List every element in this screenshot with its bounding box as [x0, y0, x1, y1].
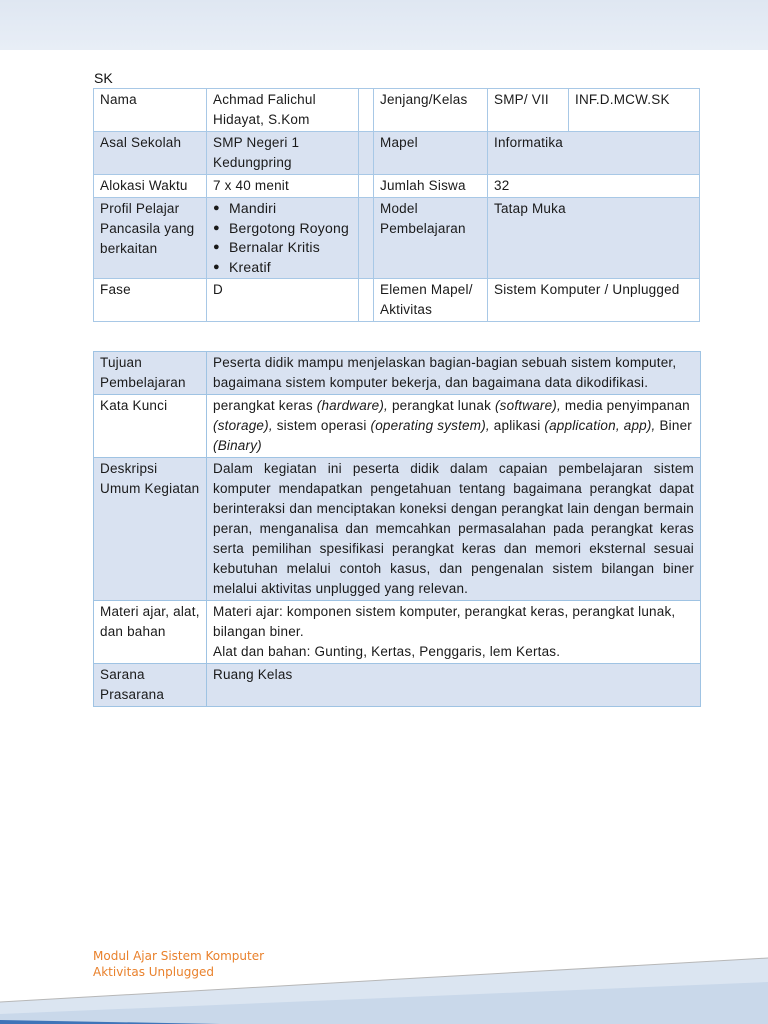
value-elemen-mapel: Sistem Komputer / Unplugged	[488, 279, 700, 322]
value-deskripsi-umum: Dalam kegiatan ini peserta didik dalam capaian pembelajaran sistem komputer mendapatkan pengetahuan tentang bagaimana perangkat dapat berinteraksi dan menciptakan koneksi dengan perangkat lain dengan bermain peran, menganalisa dan memcahkan permasalahan pada perangkat keras serta pemilihan spesifikasi perangkat keras dan memori eksternal sesuai kebutuhan melalui contoh kasus, dan pengenalan sistem bilangan biner melalui aktivitas unplugged yang relevan.	[207, 458, 701, 601]
value-materi-ajar: Materi ajar: komponen sistem komputer, perangkat keras, perangkat lunak, bilangan biner. Alat dan bahan: Gunting, Kertas, Penggaris, lem Kertas.	[207, 601, 701, 664]
label-jenjang-kelas: Jenjang/Kelas	[374, 89, 488, 132]
table-row	[94, 664, 701, 707]
spacer-cell	[359, 279, 374, 322]
footer-subtitle: Aktivitas Unplugged	[93, 965, 214, 979]
label-jumlah-siswa: Jumlah Siswa	[374, 175, 488, 198]
label-deskripsi-umum: Deskripsi Umum Kegiatan	[94, 458, 207, 601]
table-row	[94, 352, 701, 395]
spacer-cell	[359, 198, 374, 279]
value-alokasi-waktu: 7 x 40 menit	[207, 175, 359, 198]
label-fase: Fase	[94, 279, 207, 322]
label-alokasi-waktu: Alokasi Waktu	[94, 175, 207, 198]
detail-table	[93, 351, 701, 707]
value-profil-pelajar	[207, 198, 359, 279]
value-kode: INF.D.MCW.SK	[569, 89, 700, 132]
label-mapel: Mapel	[374, 132, 488, 175]
header-band	[0, 0, 768, 50]
profil-bullet-list	[213, 199, 352, 277]
value-kata-kunci: perangkat keras (hardware), perangkat lunak (software), media penyimpanan (storage), sistem operasi (operating system), aplikasi (application, app), Biner (Binary)	[207, 395, 701, 458]
value-fase: D	[207, 279, 359, 322]
table-row	[94, 175, 700, 198]
list-item: ● Bergotong Royong	[213, 219, 352, 239]
spacer-cell	[359, 175, 374, 198]
label-tujuan-pembelajaran: Tujuan Pembelajaran	[94, 352, 207, 395]
label-kata-kunci: Kata Kunci	[94, 395, 207, 458]
table-row	[94, 279, 700, 322]
value-asal-sekolah: SMP Negeri 1 Kedungpring	[207, 132, 359, 175]
value-model-pembelajaran: Tatap Muka	[488, 198, 700, 279]
label-asal-sekolah: Asal Sekolah	[94, 132, 207, 175]
table-row	[94, 601, 701, 664]
label-sarana-prasarana: Sarana Prasarana	[94, 664, 207, 707]
table-row	[94, 89, 700, 132]
list-item: ● Bernalar Kritis	[213, 238, 352, 258]
value-nama: Achmad Falichul Hidayat, S.Kom	[207, 89, 359, 132]
identity-table	[93, 88, 700, 322]
table-row	[94, 132, 700, 175]
document-code: SK	[94, 70, 113, 86]
footer-title: Modul Ajar Sistem Komputer	[93, 949, 265, 963]
label-profil-pelajar: Profil Pelajar Pancasila yang berkaitan	[94, 198, 207, 279]
list-item: ● Mandiri	[213, 199, 352, 219]
label-materi-ajar: Materi ajar, alat, dan bahan	[94, 601, 207, 664]
spacer-cell	[359, 89, 374, 132]
label-elemen-mapel: Elemen Mapel/ Aktivitas	[374, 279, 488, 322]
table-row	[94, 395, 701, 458]
value-sarana-prasarana: Ruang Kelas	[207, 664, 701, 707]
value-jumlah-siswa: 32	[488, 175, 700, 198]
label-nama: Nama	[94, 89, 207, 132]
table-row	[94, 458, 701, 601]
value-mapel: Informatika	[488, 132, 700, 175]
spacer-cell	[359, 132, 374, 175]
label-model-pembelajaran: Model Pembelajaran	[374, 198, 488, 279]
table-row	[94, 198, 700, 279]
list-item: ● Kreatif	[213, 258, 352, 278]
value-tujuan-pembelajaran: Peserta didik mampu menjelaskan bagian-bagian sebuah sistem komputer, bagaimana sistem komputer bekerja, dan bagaimana data dikodifikasi.	[207, 352, 701, 395]
footer-wave-decoration	[0, 940, 768, 1024]
value-jenjang-kelas: SMP/ VII	[488, 89, 569, 132]
